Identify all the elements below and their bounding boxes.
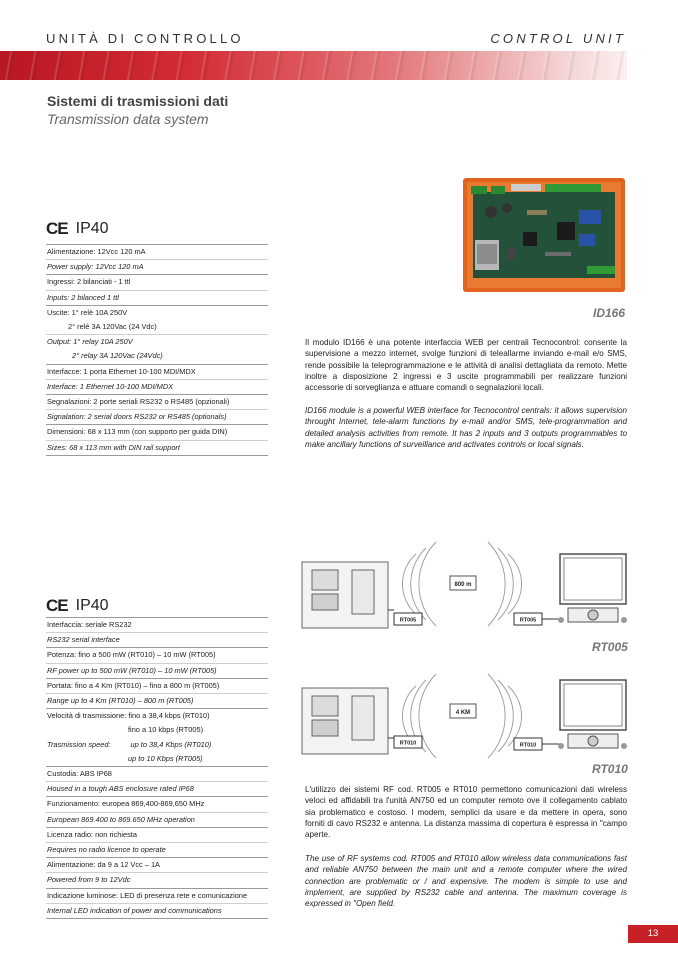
caption-id166: ID166 [593, 306, 626, 320]
spec-row [46, 305, 268, 334]
spec-text: Interfacce: 1 porta Ethernet 10-100 MDI/MDX [47, 366, 196, 376]
spec-text: Indicazione luminose: LED di presenza rete e comunicazione [47, 890, 248, 900]
spec-row [46, 440, 268, 456]
spec-text-continued [47, 723, 268, 737]
spec-row [46, 766, 268, 781]
rt005-left-label: RT005 [399, 617, 417, 624]
spec-text: up to 38,4 Kbps (RT010) [130, 739, 212, 749]
rt010-left-label: RT010 [399, 740, 417, 747]
spec-row [46, 888, 268, 903]
spec-text: Velocità di trasmissione: fino a 38,4 kbps (RT010) [47, 711, 210, 721]
spec-row [46, 617, 268, 632]
rt-description-it: L'utilizzo dei sistemi RF cod. RT005 e RT010 permettono comunicazioni dati wireless veloci ed affidabili tra l'unità AN750 ed un computer remoto ove il collegamento cablato sia problematico e costoso. I modem, semplici da usare e da mettere in opera, sono forniti di cavo RS232 e antenna. La distanza massima di copertura è espressa in "campo aperte. [305, 785, 627, 840]
spec-text: Interfaccia: seriale RS232 [47, 620, 132, 629]
spec-text: RS232 serial interface [47, 635, 120, 645]
spec-row [46, 693, 268, 708]
spec-text: Power supply: 12Vcc 120 mA [47, 262, 144, 272]
spec-text: Inputs: 2 bilanced 1 ttl [47, 292, 119, 302]
spec-row [46, 678, 268, 693]
spec-row [46, 812, 268, 827]
page-number: 13 [628, 925, 678, 943]
spec-row [46, 827, 268, 842]
spec-text: Ingressi: 2 bilanciati - 1 ttl [47, 277, 131, 287]
spec-text: Requires no radio licence to operate [47, 845, 166, 855]
spec-text: Sizes: 68 x 113 mm with DIN rail support [47, 442, 180, 452]
distance-label: 4 KM [455, 710, 471, 716]
spec-text: Range up to 4 Km (RT010) – 800 m (RT005) [47, 696, 194, 706]
spec-row [46, 781, 268, 796]
spec-table-id166 [46, 244, 268, 456]
caption-rt005: RT005 [592, 640, 628, 654]
spec-row [46, 409, 268, 424]
spec-text: Uscite: 1° relè 10A 250V [47, 307, 128, 317]
spec-text: Powered from 9 to 12Vdc [47, 875, 131, 885]
spec-row [46, 364, 268, 379]
rt010-diagram [298, 668, 628, 768]
id166-description-it: Il modulo ID166 è una potente interfaccia WEB per centrali Tecnocontrol: consente la supervisione a mezzo internet, svolge funzioni di teleallarme inviando e-mail e/o SMS, rende possibile la teleprogrammazione e le attività di analisi dettagliata da remoto. Mette inoltre a disposizione 2 ingressi e 3 uscite programmabili per realizzare funzioni accessorie di sorveglianza e attuare comandi o segnalazioni locali. [305, 338, 627, 393]
spec-row [46, 632, 268, 647]
rt005-right-label: RT005 [519, 617, 537, 624]
ce-mark-icon: CE [46, 596, 68, 615]
spec-text: Funzionamento: europea 869,400-869,650 MHz [47, 799, 205, 809]
cert-line-1 [46, 219, 109, 239]
section-title-it: Sistemi di trasmissioni dati [47, 93, 229, 109]
section-header-it: UNITÀ DI CONTROLLO [46, 31, 244, 46]
spec-row [46, 903, 268, 919]
spec-text: European 869.400 to 869.650 MHz operation [47, 814, 195, 824]
spec-text: Internal LED indication of power and communications [47, 905, 222, 915]
spec-text: Alimentazione: da 9 a 12 Vcc – 1A [47, 860, 160, 870]
spec-row [46, 647, 268, 662]
ip-rating: IP40 [75, 220, 109, 237]
spec-text-continued [47, 738, 268, 752]
spec-text: fino a 10 kbps (RT005) [128, 725, 204, 735]
spec-text: Signalation: 2 serial doors RS232 or RS485 (optionals) [47, 412, 227, 422]
spec-row [46, 379, 268, 394]
caption-rt010: RT010 [592, 762, 628, 776]
spec-row [46, 259, 268, 274]
spec-table-rt [46, 617, 268, 919]
section-header-en: CONTROL UNIT [490, 31, 626, 46]
spec-text: up to 10 Kbps (RT005) [128, 753, 203, 763]
spec-text: Housed in a tough ABS enclosure rated IP68 [47, 784, 194, 794]
spec-text-continued [47, 752, 268, 766]
spec-text: Dimensioni: 68 x 113 mm (con supporto per guida DIN) [47, 427, 228, 437]
rt005-diagram [298, 540, 628, 640]
spec-row [46, 244, 268, 259]
spec-text: Potenza: fino a 500 mW (RT010) – 10 mW (RT005) [47, 650, 216, 660]
rt010-right-label: RT010 [519, 742, 537, 749]
ce-mark-icon: CE [46, 219, 68, 238]
spec-text: Licenza radio: non richiesta [47, 829, 137, 839]
spec-text: Segnalazioni: 2 porte seriali RS232 o RS485 (opzionali) [47, 397, 230, 407]
spec-text: RF power up to 500 mW (RT010) – 10 mW (RT005) [47, 665, 217, 675]
spec-text: Portata: fino a 4 Km (RT010) – fino a 800 m (RT005) [47, 680, 220, 690]
spec-row [46, 290, 268, 305]
spec-row [46, 424, 268, 439]
section-title-en: Transmission data system [47, 111, 209, 127]
spec-text-continued: 2° relay 3A 120Vac (24Vdc) [72, 351, 163, 361]
spec-row [46, 872, 268, 887]
spec-row [46, 842, 268, 857]
spec-row [46, 796, 268, 811]
id166-description-en: ID166 module is a powerful WEB interface for Tecnocontrol centrals: it allows supervision throught Internet, tele-alarm functions by e-mail and/or SMS, tele-programmation and detailed analysis activities from remote. It has 2 inputs and 3 outputs programmables to make ancillary functions of surveillance and activates controls or local signals. [305, 406, 627, 449]
cert-line-2 [46, 596, 109, 616]
spec-text: Alimentazione: 12Vcc 120 mA [47, 247, 146, 256]
spec-row [46, 394, 268, 409]
ip-rating: IP40 [75, 597, 109, 614]
id166-board-photo [461, 170, 627, 294]
spec-text: Custodia: ABS IP68 [47, 769, 112, 779]
spec-text-continued: 2° relè 3A 120Vac (24 Vdc) [68, 322, 157, 332]
distance-label: 800 m [454, 582, 472, 588]
spec-row [46, 334, 268, 363]
spec-row [46, 857, 268, 872]
spec-text: Output: 1° relay 10A 250V [47, 337, 133, 347]
rt-description-en: The use of RF systems cod. RT005 and RT010 allow wireless data communications fast and reliable AN750 between the main unit and a remote computer where the wired connection are problematic or / and expensive. The modem is simple to use and implement, are supplied by RS232 cable and antenna. The maximum coverage is expressed in "Open field. [305, 854, 627, 909]
spec-row [46, 274, 268, 289]
header-band [0, 51, 627, 80]
spec-row [46, 663, 268, 678]
spec-text: Interface: 1 Ethernet 10-100 MDI/MDX [47, 381, 174, 391]
spec-row [46, 708, 268, 766]
spec-text: Trasmission speed: [47, 739, 111, 749]
